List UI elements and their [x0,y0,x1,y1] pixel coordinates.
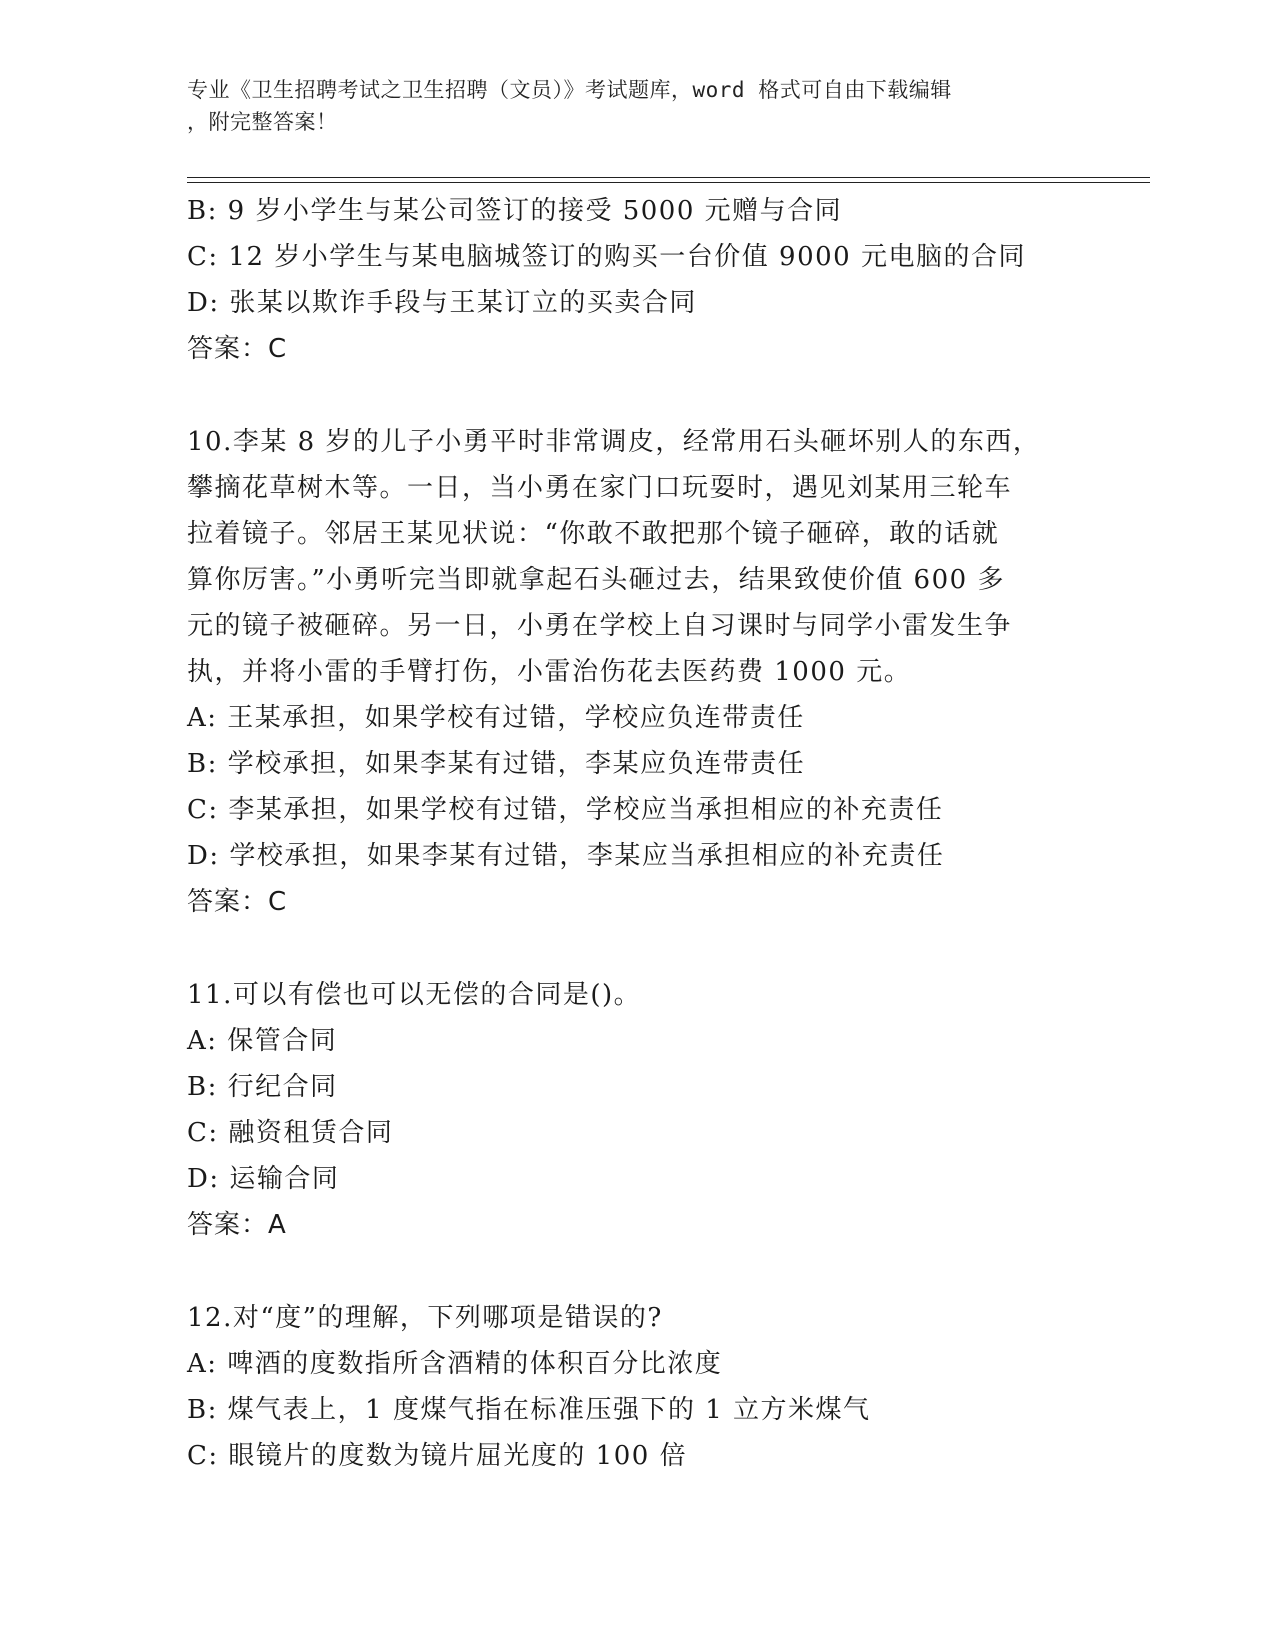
spacer [187,1248,1067,1295]
question-12 [187,1295,1067,1479]
option-b: B: 9 岁小学生与某公司签订的接受 5000 元赠与合同 [187,196,843,226]
question-stem-line: 算你厉害。”小勇听完当即就拿起石头砸过去，结果致使价值 600 多 [187,565,1005,595]
question-stem-line: 10.李某 8 岁的儿子小勇平时非常调皮，经常用石头砸坏别人的东西， [187,427,1041,457]
option-b: B: 行纪合同 [187,1072,338,1102]
question-stem-line: 攀摘花草树木等。一日，当小勇在家门口玩耍时，遇见刘某用三轮车 [187,473,1013,503]
question-stem-line: 执，并将小雷的手臂打伤，小雷治伤花去医药费 1000 元。 [187,657,912,687]
spacer [187,372,1067,419]
option-d: D: 张某以欺诈手段与王某订立的买卖合同 [187,288,697,318]
question-list [187,188,1067,1479]
option-b: B: 学校承担，如果李某有过错，李某应负连带责任 [187,749,806,779]
option-c: C: 李某承担，如果学校有过错，学校应当承担相应的补充责任 [187,795,944,825]
question-stem: 12.对“度”的理解，下列哪项是错误的? [187,1303,663,1333]
option-a: A: 保管合同 [187,1026,338,1056]
question-stem-line: 元的镜子被砸碎。另一日，小勇在学校上自习课时与同学小雷发生争 [187,611,1013,641]
answer-line: 答案：C [187,887,288,917]
option-a: A: 王某承担，如果学校有过错，学校应负连带责任 [187,703,805,733]
question-stem: 11.可以有偿也可以无偿的合同是()。 [187,980,642,1010]
option-d: D: 学校承担，如果李某有过错，李某应当承担相应的补充责任 [187,841,945,871]
option-c: C: 12 岁小学生与某电脑城签订的购买一台价值 9000 元电脑的合同 [187,242,1026,272]
option-c: C: 眼镜片的度数为镜片屈光度的 100 倍 [187,1441,688,1471]
option-b: B: 煤气表上，1 度煤气指在标准压强下的 1 立方米煤气 [187,1395,871,1425]
header-rule-top [187,177,1150,178]
answer-line: 答案：C [187,334,288,364]
option-a: A: 啤酒的度数指所含酒精的体积百分比浓度 [187,1349,723,1379]
question-10 [187,419,1067,925]
question-stem-line: 拉着镜子。邻居王某见状说：“你敢不敢把那个镜子砸碎，敢的话就 [187,519,1000,549]
option-d: D: 运输合同 [187,1164,340,1194]
option-c: C: 融资租赁合同 [187,1118,394,1148]
page-header [187,74,1067,138]
header-rule-bottom [187,182,1150,183]
answer-line: 答案：A [187,1210,287,1240]
spacer [187,925,1067,972]
question-9-tail [187,188,1067,372]
header-title-line-2: ，附完整答案！ [187,110,338,134]
header-title-line-1: 专业《卫生招聘考试之卫生招聘（文员）》考试题库，word 格式可自由下载编辑 [187,78,952,102]
question-11 [187,972,1067,1248]
